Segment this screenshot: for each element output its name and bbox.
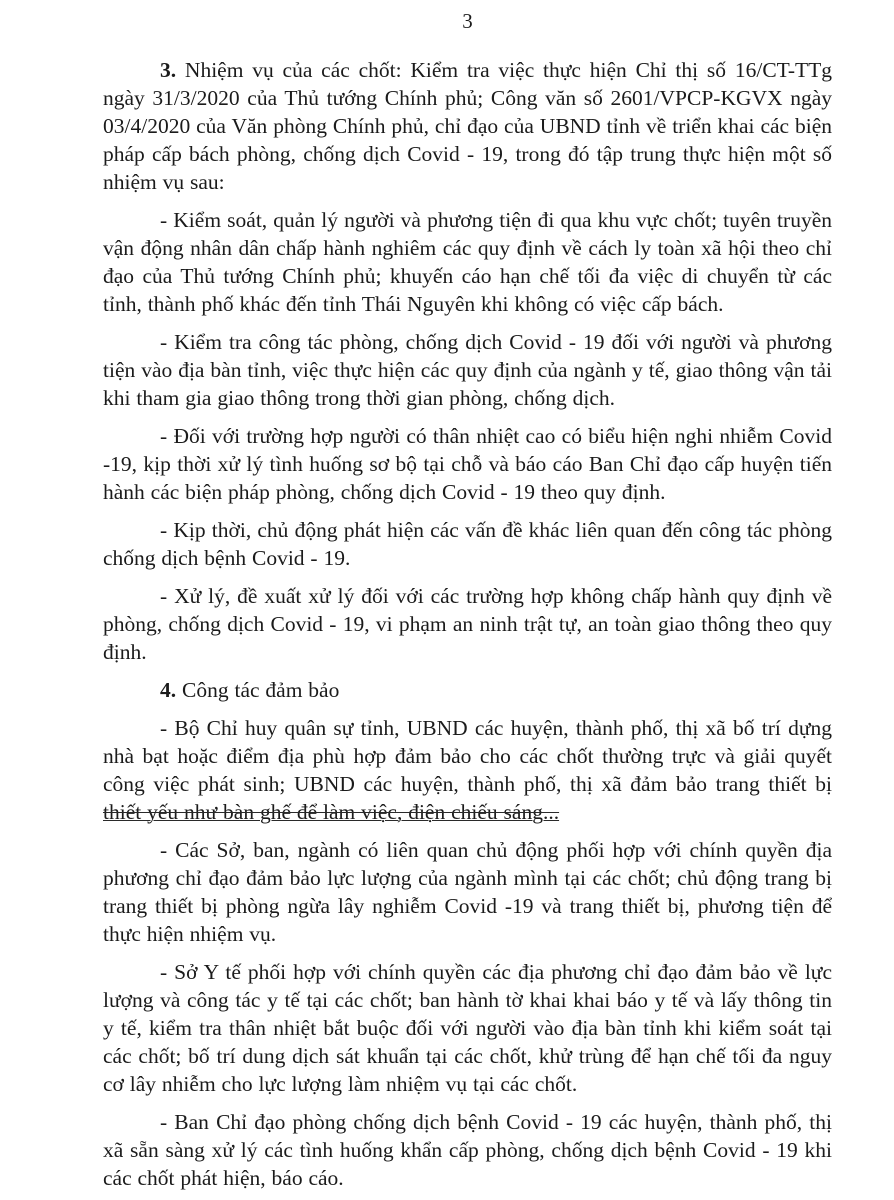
paragraph-text: - Kiểm soát, quản lý người và phương tiện đi qua khu vực chốt; tuyên truyền vận động nhân dân chấp hành nghiêm các quy định về cách ly toàn xã hội theo chỉ đạo của Thủ tướng Chính phủ; khuyến cáo hạn chế tối đa việc di chuyển từ các tỉnh, thành phố khác đến tỉnh Thái Nguyên khi không có việc cấp bách. <box>103 208 832 316</box>
paragraph-bullet-inspection <box>103 328 832 412</box>
paragraph-text: - Kiểm tra công tác phòng, chống dịch Covid - 19 đối với người và phương tiện vào địa bàn tỉnh, việc thực hiện các quy định của ngành y tế, giao thông vận tải khi tham gia giao thông trong thời gian phòng, chống dịch. <box>103 330 832 410</box>
paragraph-bullet-control <box>103 206 832 318</box>
paragraph-bullet-handle-violations <box>103 582 832 666</box>
paragraph-section-3-intro <box>103 56 832 196</box>
paragraph-bullet-departments <box>103 836 832 948</box>
paragraph-bullet-detect-issues <box>103 516 832 572</box>
paragraph-text: - Sở Y tế phối hợp với chính quyền các địa phương chỉ đạo đảm bảo về lực lượng và công tác y tế tại các chốt; ban hành tờ khai khai báo y tế và lấy thông tin y tế, kiểm tra thân nhiệt bắt buộc đối với người vào địa bàn tỉnh khi kiểm soát tại các chốt; bố trí dung dịch sát khuẩn tại các chốt, khử trùng để hạn chế tối đa nguy cơ lây nhiễm cho lực lượng làm nhiệm vụ tại các chốt. <box>103 960 832 1096</box>
paragraph-section-4-heading <box>103 676 832 704</box>
paragraph-text: - Đối với trường hợp người có thân nhiệt cao có biểu hiện nghi nhiễm Covid -19, kịp thời xử lý tình huống sơ bộ tại chỗ và báo cáo Ban Chỉ đạo cấp huyện tiến hành các biện pháp phòng, chống dịch Covid - 19 theo quy định. <box>103 424 832 504</box>
paragraph-text: - Kịp thời, chủ động phát hiện các vấn đề khác liên quan đến công tác phòng chống dịch bệnh Covid - 19. <box>103 518 832 570</box>
paragraph-text: Nhiệm vụ của các chốt: Kiểm tra việc thực hiện Chỉ thị số 16/CT-TTg ngày 31/3/2020 của Thủ tướng Chính phủ; Công văn số 2601/VPCP-KGVX ngày 03/4/2020 của Văn phòng Chính phủ, chỉ đạo của UBND tỉnh về triển khai các biện pháp cấp bách phòng, chống dịch Covid - 19, trong đó tập trung thực hiện một số nhiệm vụ sau: <box>103 58 832 194</box>
paragraph-text: - Ban Chỉ đạo phòng chống dịch bệnh Covid - 19 các huyện, thành phố, thị xã sẵn sàng xử lý các tình huống khẩn cấp phòng, chống dịch bệnh Covid - 19 khi các chốt phát hiện, báo cáo. <box>103 1110 832 1190</box>
paragraph-text: - Các Sở, ban, ngành có liên quan chủ động phối hợp với chính quyền địa phương chỉ đạo đảm bảo lực lượng của ngành mình tại các chốt; chủ động trang bị trang thiết bị phòng ngừa lây nghiễm Covid -19 và trang thiết bị, phương tiện để thực hiện nhiệm vụ. <box>103 838 832 946</box>
section-number-4: 4. <box>160 678 177 702</box>
paragraph-bullet-military-command <box>103 714 832 826</box>
paragraph-bullet-health-department <box>103 958 832 1098</box>
page-number: 3 <box>462 9 473 33</box>
paragraph-text: - Bộ Chỉ huy quân sự tỉnh, UBND các huyện, thành phố, thị xã bố trí dựng nhà bạt hoặc điểm địa phù hợp đảm bảo cho các chốt thường trực và giải quyết công việc phát sinh; UBND các huyện, thành phố, thị xã đảm bảo trang thiết bị <box>103 716 832 796</box>
section-number-3: 3. <box>160 58 177 82</box>
paragraph-text: Công tác đảm bảo <box>176 678 340 702</box>
paragraph-bullet-steering-committee <box>103 1108 832 1192</box>
document-body <box>103 56 832 1192</box>
paragraph-text: - Xử lý, đề xuất xử lý đối với các trường hợp không chấp hành quy định về phòng, chống dịch Covid - 19, vi phạm an ninh trật tự, an toàn giao thông theo quy định. <box>103 584 832 664</box>
paragraph-bullet-fever-cases <box>103 422 832 506</box>
struck-text: thiết yếu như bàn ghế để làm việc, điện chiếu sáng... <box>103 800 560 824</box>
